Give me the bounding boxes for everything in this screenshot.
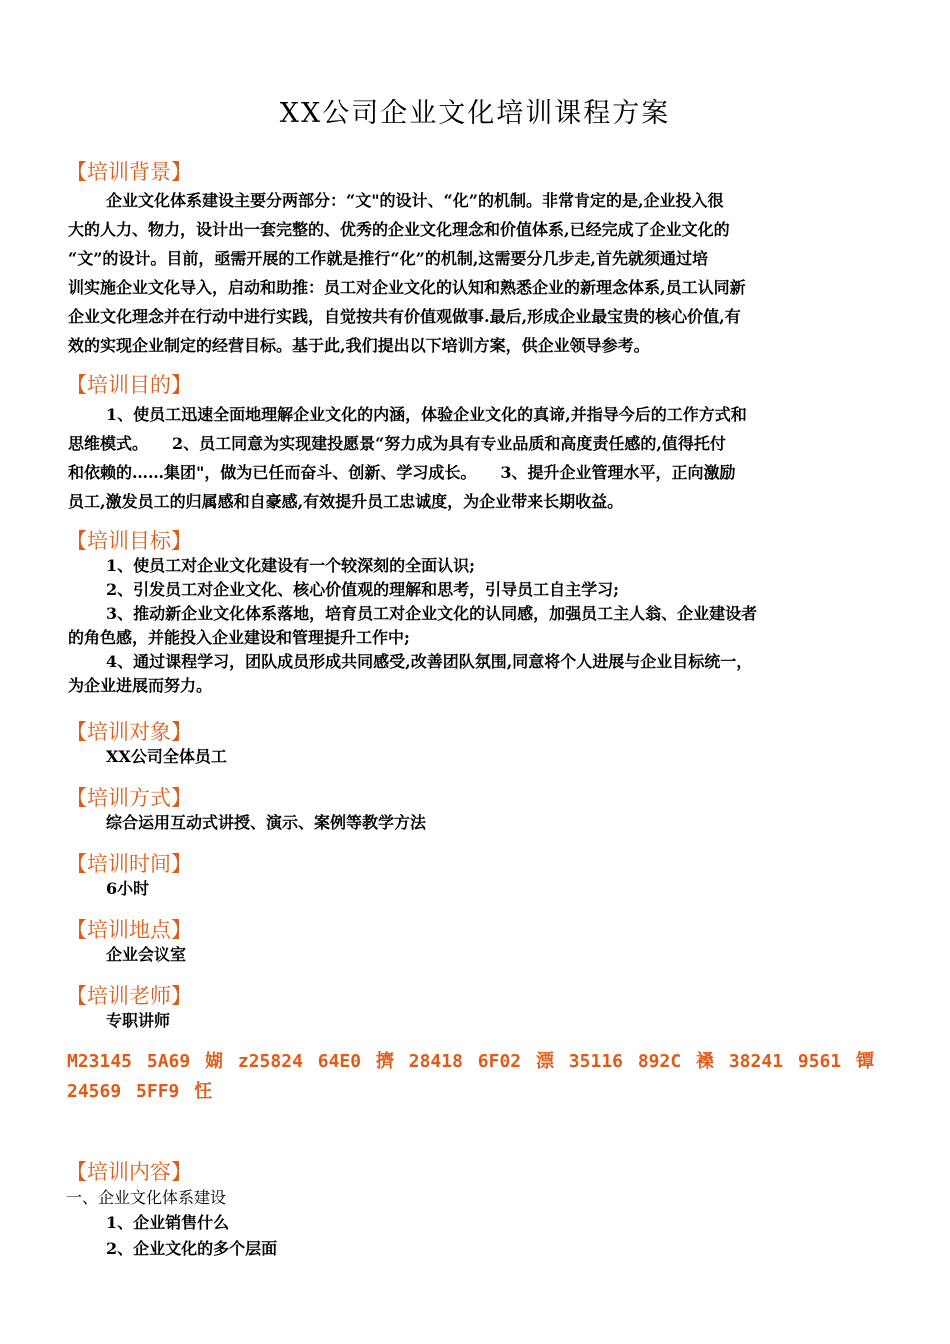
content-subitem: 2、企业文化的多个层面 — [106, 1239, 278, 1258]
goal-line: 1、使员工对企业文化建设有一个较深刻的全面认识; — [106, 556, 476, 575]
time-text: 6小时 — [106, 879, 150, 898]
goal-line: 4、通过课程学习，团队成员形成共同感受,改善团队氛围,同意将个人进展与企业目标统一， — [106, 652, 753, 671]
content-subitem: 1、企业销售什么 — [106, 1213, 230, 1232]
code-line: M23145 5A69 媩 z25824 64E0 擠 28418 6F02 漂 35116 892C 褬 38241 9561 镡 — [67, 1051, 875, 1072]
location-text: 企业会议室 — [106, 945, 187, 964]
teacher-text: 专职讲师 — [106, 1011, 171, 1030]
goal-line: 2、引发员工对企业文化、核心价值观的理解和思考，引导员工自主学习; — [106, 580, 620, 599]
target-text: XX公司全体员工 — [106, 747, 227, 766]
goal-line: 的角色感，并能投入企业建设和管理提升工作中; — [68, 628, 410, 647]
code-line: 24569 5FF9 忹 — [67, 1081, 213, 1102]
method-text: 综合运用互动式讲授、演示、案例等教学方法 — [106, 813, 427, 832]
code-text-block — [67, 1047, 889, 1107]
background-line: 企业文化理念并在行动中进行实践，自觉按共有价值观做事.最后,形成企业最宝贵的核心价值,有 — [68, 307, 741, 326]
document-title: XX公司企业文化培训课程方案 — [279, 98, 671, 129]
goals-paragraph — [68, 554, 886, 698]
purpose-line: 员工,激发员工的归属感和自豪感,有效提升员工忠诚度，为企业带来长期收益。 — [68, 492, 624, 511]
purpose-line: 1、使员工迅速全面地理解企业文化的内涵，体验企业文化的真谛,并指导今后的工作方式和 — [106, 405, 747, 424]
background-line: 大的人力、物力，设计出一套完整的、优秀的企业文化理念和价值体系,已经完成了企业文化的 — [68, 220, 730, 239]
heading-target: 【培训对象】 — [66, 720, 192, 744]
heading-purpose: 【培训目的】 — [66, 373, 192, 397]
purpose-line: 和依赖的……集团"，做为已任而奋斗、创新、学习成长。 3、提升企业管理水平，正向激励 — [68, 463, 736, 482]
goal-line: 3、推动新企业文化体系落地，培育员工对企业文化的认同感，加强员工主人翁、企业建设者 — [106, 604, 758, 623]
background-paragraph — [68, 186, 886, 360]
heading-content: 【培训内容】 — [66, 1160, 192, 1184]
heading-teacher: 【培训老师】 — [66, 984, 192, 1008]
background-line: 效的实现企业制定的经营目标。基于此,我们提出以下培训方案，供企业领导参考。 — [68, 336, 650, 355]
heading-goals: 【培训目标】 — [66, 529, 192, 553]
goal-line: 为企业进展而努力。 — [68, 676, 213, 695]
heading-method: 【培训方式】 — [66, 786, 192, 810]
purpose-line: 思维模式。 2、员工同意为实现建投愿景“努力成为具有专业品质和高度责任感的,值得托付 — [68, 434, 726, 453]
background-line: 训实施企业文化导入，启动和助推：员工对企业文化的认知和熟悉企业的新理念体系,员工认同新 — [68, 278, 746, 297]
purpose-paragraph — [68, 400, 886, 516]
background-line: 企业文化体系建设主要分两部分：“文"的设计、“化”的机制。非常肯定的是,企业投入很 — [106, 191, 724, 210]
heading-location: 【培训地点】 — [66, 918, 192, 942]
content-item: 一、企业文化体系建设 — [66, 1188, 227, 1207]
heading-background: 【培训背景】 — [66, 160, 192, 184]
background-line: “文”的设计。目前，亟需开展的工作就是推行“化”的机制,这需要分几步走,首先就须通过培 — [68, 249, 708, 268]
heading-time: 【培训时间】 — [66, 852, 192, 876]
